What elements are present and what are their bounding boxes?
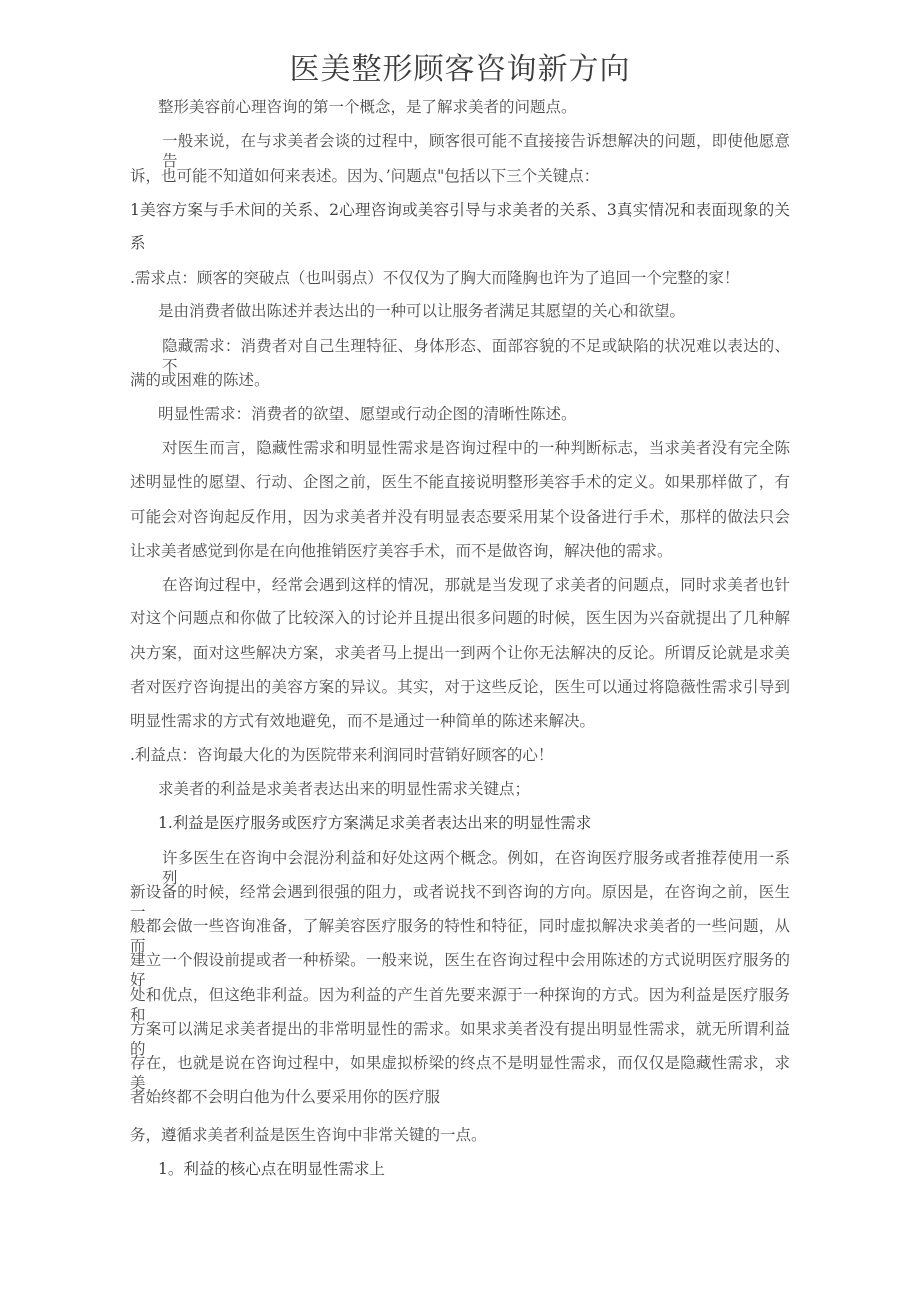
paragraph-line: 般都会做一些咨询准备，了解美容医疗服务的特性和特征，同时虚拟解决求美者的一些问题，从而: [130, 917, 790, 955]
paragraph-line: 明显性需求：消费者的欲望、愿望或行动企图的清晰性陈述。: [158, 405, 577, 423]
paragraph-line: 述明显性的愿望、行动、企图之前，医生不能直接说明整形美容手术的定义。如果那样做了，有: [130, 473, 790, 491]
paragraph-line: 处和优点，但这绝非利益。因为利益的产生首先要来源于一种探询的方式。因为利益是医疗服务和: [130, 986, 790, 1024]
paragraph-line: 对医生而言，隐藏性需求和明显性需求是咨询过程中的一种判断标志，当求美者没有完全陈: [162, 439, 790, 457]
paragraph-line: .利益点：咨询最大化的为医院带来利润同时营销好顾客的心！: [130, 746, 554, 764]
paragraph-line: 求美者的利益是求美者表达出来的明显性需求关键点；: [158, 780, 531, 798]
paragraph-line: 者始终都不会明白他为什么要采用你的医疗服: [130, 1088, 441, 1106]
paragraph-line: 满的或困难的陈述。: [130, 371, 270, 389]
paragraph-line: 方案可以满足求美者提出的非常明显性的需求。如果求美者没有提出明显性需求，就无所谓利益的: [130, 1020, 790, 1058]
paragraph-line: .需求点：顾客的突破点（也叫弱点）不仅仅为了胸大而隆胸也许为了追回一个完整的家！: [130, 269, 740, 287]
paragraph-line: 可能会对咨询起反作用，因为求美者并没有明显表态要采用某个设备进行手术，那样的做法只会: [130, 508, 790, 526]
paragraph-line: 系: [130, 234, 146, 252]
paragraph-line: 存在，也就是说在咨询过程中，如果虚拟桥梁的终点不是明显性需求，而仅仅是隐藏性需求，求美: [130, 1054, 790, 1092]
paragraph-line: 整形美容前心理咨询的第一个概念，是了解求美者的问题点。: [158, 98, 577, 116]
paragraph-line: 隐藏需求：消费者对自己生理特征、身体形态、面部容貌的不足或缺陷的状况难以表达的、不: [162, 337, 790, 375]
paragraph-line: 一般来说，在与求美者会谈的过程中，顾客很可能不直接接告诉想解决的问题，即使他愿意告: [162, 132, 790, 170]
paragraph-line: 让求美者感觉到你是在向他推销医疗美容手术，而不是做咨询，解决他的需求。: [130, 542, 673, 560]
paragraph-line: 建立一个假设前提或者一种桥梁。一般来说，医生在咨询过程中会用陈述的方式说明医疗服务的好: [130, 951, 790, 989]
document-title: 医美整形顾客咨询新方向: [289, 52, 631, 87]
paragraph-line: 务，遵循求美者利益是医生咨询中非常关键的一点。: [130, 1126, 487, 1144]
paragraph-line: 诉，也可能不知道如何来表述。因为、’问题点"包括以下三个关键点：: [130, 167, 600, 185]
paragraph-line: 1美容方案与手术间的关系、2心理咨询或美容引导与求美者的关系、3真实情况和表面现象的关: [130, 201, 790, 219]
paragraph-line: 新设备的时候，经常会遇到很强的阻力，或者说找不到咨询的方向。原因是，在咨询之前，医生一: [130, 883, 790, 921]
paragraph-line: 在咨询过程中，经常会遇到这样的情况，那就是当发现了求美者的问题点，同时求美者也针: [162, 576, 790, 594]
paragraph-line: 是由消费者做出陈述并表达出的一种可以让服务者满足其愿望的关心和欲望。: [158, 302, 686, 320]
paragraph-line: 1.利益是医疗服务或医疗方案满足求美者表达出来的明显性需求: [158, 814, 592, 832]
paragraph-line: 明显性需求的方式有效地避免，而不是通过一种简单的陈述来解决。: [130, 712, 596, 730]
paragraph-line: 者对医疗咨询提出的美容方案的异议。其实，对于这些反论，医生可以通过将隐薇性需求引导到: [130, 678, 790, 696]
paragraph-line: 决方案，面对这些解决方案，求美者马上提出一到两个让你无法解决的反论。所谓反论就是求美: [130, 644, 790, 662]
paragraph-line: 许多医生在咨询中会混汾利益和好处这两个概念。例如，在咨询医疗服务或者推荐使用一系列: [162, 849, 790, 887]
paragraph-line: 对这个问题点和你做了比较深入的讨论并且提出很多问题的时候，医生因为兴奋就提出了几种解: [130, 609, 790, 627]
paragraph-line: 1。利益的核心点在明显性需求上: [158, 1160, 385, 1178]
